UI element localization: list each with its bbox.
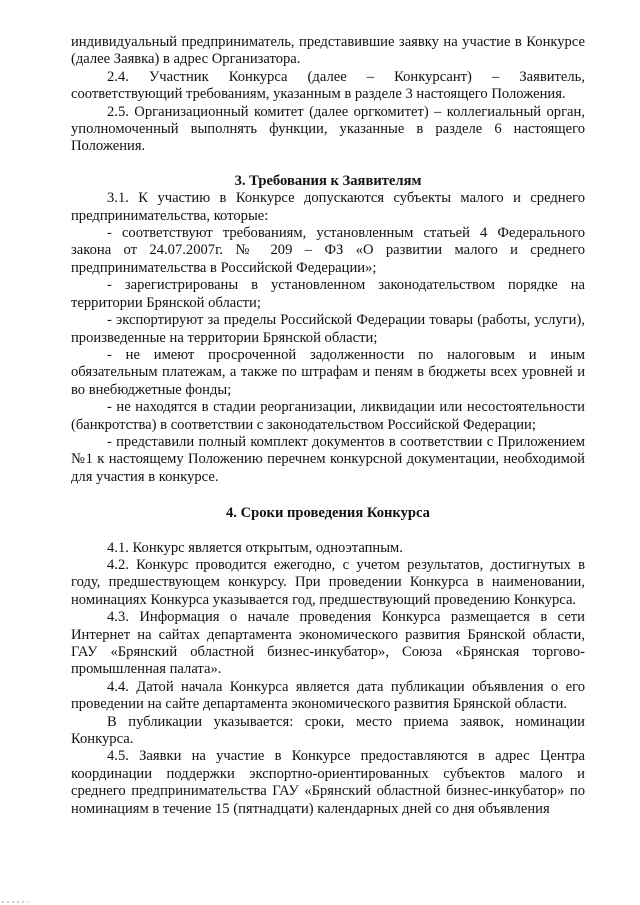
paragraph-4-2: 4.2. Конкурс проводится ежегодно, с учетом результатов, достигнутых в году, предшествующем конкурсу. При проведении Конкурса в наименовании, номинациях Конкурса указывается год, предшествующий проведению Конкурса. <box>71 556 585 608</box>
list-item-requirement: - соответствуют требованиям, установленным статьей 4 Федерального закона от 24.07.2007г. № 209 – ФЗ «О развитии малого и среднего предпринимательства в Российской Федерации»; <box>71 225 585 276</box>
paragraph-4-4: 4.4. Датой начала Конкурса является дата публикации объявления о его проведении на сайте департамента экономического развития Брянской области. <box>71 678 585 713</box>
scan-artifact-mark <box>2 901 28 903</box>
paragraph-2-5: 2.5. Организационный комитет (далее оргкомитет) – коллегиальный орган, уполномоченный выполнять функции, указанные в разделе 6 настоящего Положения. <box>71 103 585 155</box>
paragraph-3-1: 3.1. К участию в Конкурсе допускаются субъекты малого и среднего предпринимательства, которые: <box>71 190 585 224</box>
list-item-requirement: - экспортируют за пределы Российской Федерации товары (работы, услуги), произведенные на территории Брянской области; <box>71 312 585 346</box>
document-page <box>71 34 585 818</box>
paragraph-publication: В публикации указывается: сроки, место приема заявок, номинации Конкурса. <box>71 713 585 748</box>
paragraph-4-1: 4.1. Конкурс является открытым, одноэтапным. <box>107 539 403 556</box>
paragraph-2-4: 2.4. Участник Конкурса (далее – Конкурсант) – Заявитель, соответствующий требованиям, указанным в разделе 3 настоящего Положения. <box>71 68 585 103</box>
section-4-heading: 4. Сроки проведения Конкурса <box>226 505 430 522</box>
paragraph-4-5: 4.5. Заявки на участие в Конкурсе предоставляются в адрес Центра координации поддержки экспортно-ориентированных субъектов малого и среднего предпринимательства ГАУ «Брянский областной бизнес-инкубатор» по номинациям в течение 15 (пятнадцати) календарных дней со дня объявления <box>71 748 585 817</box>
paragraph-4-3: 4.3. Информация о начале проведения Конкурса размещается в сети Интернет на сайтах департамента экономического развития Брянской области, ГАУ «Брянский областной бизнес-инкубатор», Союза «Брянская торгово-промышленная палата». <box>71 609 585 678</box>
list-item-requirement: - не находятся в стадии реорганизации, ликвидации или несостоятельности (банкротства) в соответствии с законодательством Российской Федерации; <box>71 399 585 433</box>
list-item-requirement: - представили полный комплект документов в соответствии с Приложением №1 к настоящему Положению перечнем конкурсной документации, необходимой для участия в конкурсе. <box>71 433 585 485</box>
paragraph-continuation: индивидуальный предприниматель, представившие заявку на участие в Конкурсе (далее Заявка) в адрес Организатора. <box>71 34 585 68</box>
list-item-requirement: - зарегистрированы в установленном законодательством порядке на территории Брянской области; <box>71 277 585 311</box>
section-3-heading: 3. Требования к Заявителям <box>234 172 422 189</box>
list-item-requirement: - не имеют просроченной задолженности по налоговым и иным обязательным платежам, а также по штрафам и пеням в бюджеты всех уровней и во внебюджетные фонды; <box>71 346 585 398</box>
